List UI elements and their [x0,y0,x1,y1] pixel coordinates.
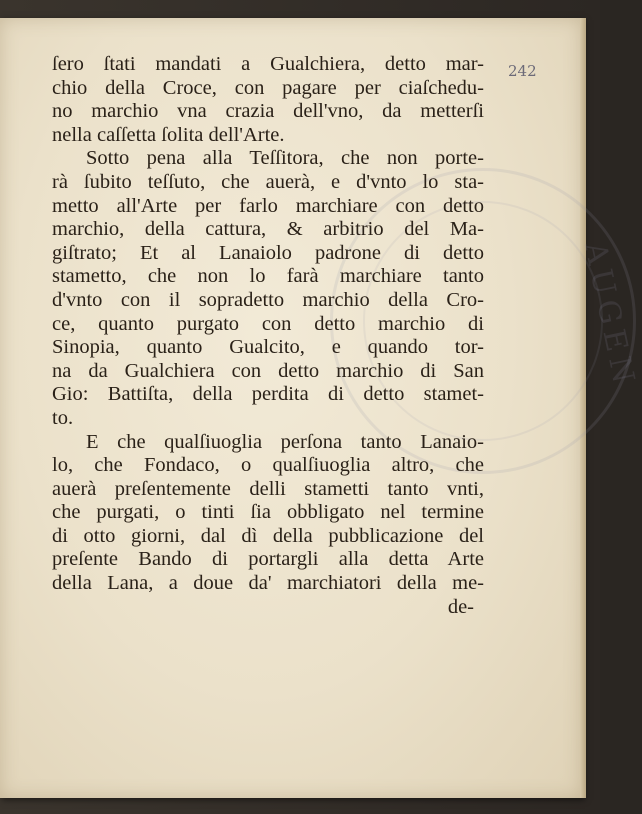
text-line: lo, che Fondaco, o qualſiuoglia altro, che [52,454,484,477]
text-line: ſero ſtati mandati a Gualchiera, detto mar- [52,53,484,75]
text-line: Gio: Battiſta, della perdita di detto stamet- [52,383,484,406]
text-line: rà ſubito teſſuto, che auerà, e d'vnto lo sta- [52,170,484,193]
text-line: to. [52,406,74,429]
catchword: de- [447,595,474,618]
text-line: giſtrato; Et al Lanaiolo padrone di detto [52,241,484,264]
text-line: nella caſſetta ſolita dell'Arte. [52,123,285,146]
text-line: no marchio vna crazia dell'vno, da metterſi [52,100,484,123]
text-line: stametto, che non lo farà marchiare tanto [52,265,484,288]
text-line: Sinopia, quanto Gualcito, e quando tor- [52,336,484,359]
folio-number: 242 [508,62,537,80]
text-line: ce, quanto purgato con detto marchio di [52,312,484,335]
page-edge [580,18,586,798]
text-line: d'vnto con il sopradetto marchio della Cro- [52,288,484,311]
text-line: chio della Croce, con pagare per ciaſchedu- [52,76,484,99]
text-line: metto all'Arte per farlo marchiare con detto [52,194,484,217]
library-stamp-lettering: AUGEN [576,238,642,393]
page-text [52,53,484,619]
text-line: E che qualſiuoglia perſona tanto Lanaio- [86,430,484,453]
text-line: auerà preſentemente delli stametti tanto vnti, [52,477,484,500]
text-line: della Lana, a doue da' marchiatori della me- [52,572,484,595]
text-line: che purgati, o tinti ſia obbligato nel termine [52,501,484,524]
book-page [0,18,642,798]
text-line: di otto giorni, dal dì della pubblicazione del [52,524,484,547]
text-line: Sotto pena alla Teſſitora, che non porte- [86,147,484,170]
text-line: marchio, della cattura, & arbitrio del Ma- [52,218,484,241]
text-line: preſente Bando di portargli alla detta Arte [52,548,484,571]
text-line: na da Gualchiera con detto marchio di San [52,359,484,382]
